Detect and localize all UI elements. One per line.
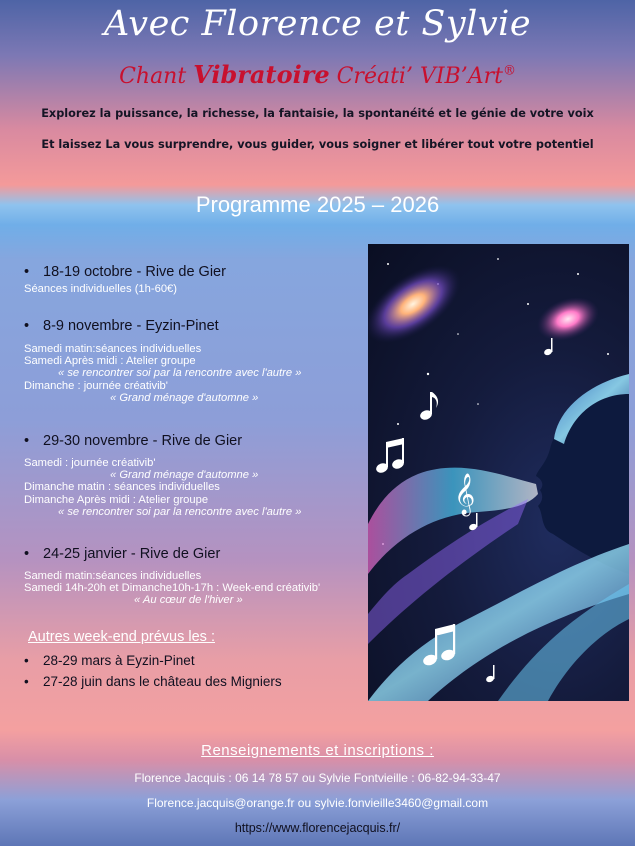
bullet-icon: • <box>24 264 30 280</box>
music-note-icon <box>375 438 405 474</box>
lead-text-1: Explorez la puissance, la richesse, la fantaisie, la spontanéité et le génie de votre voix <box>41 107 594 120</box>
event-detail-line: Dimanche Après midi : Atelier groupe <box>24 493 209 506</box>
event-item <box>24 318 374 404</box>
event-detail-line: Dimanche : journée créativib' <box>24 379 168 392</box>
flyer-title: Avec Florence et Sylvie <box>103 4 532 44</box>
event-heading <box>24 264 374 280</box>
contact-emails[interactable]: Florence.jacquis@orange.fr ou sylvie.fonvieille3460@gmail.com <box>146 796 489 810</box>
event-details <box>24 283 374 295</box>
singing-woman-cosmic-illustration <box>368 244 629 701</box>
svg-text:𝄞: 𝄞 <box>454 474 476 515</box>
event-detail-line: Samedi Après midi : Atelier groupe <box>24 355 196 368</box>
workshop-name-part1: Chant <box>119 64 194 89</box>
workshop-theme: « Grand ménage d'automne » <box>110 391 259 404</box>
website-link[interactable]: https://www.florencejacquis.fr/ <box>234 821 401 835</box>
event-detail-line: Samedi : journée créativib' <box>24 457 156 469</box>
music-note-icon <box>485 665 495 683</box>
music-note-icon <box>419 392 438 421</box>
event-details <box>24 457 374 518</box>
bullet-icon: • <box>24 433 30 449</box>
galaxy-small <box>531 289 605 348</box>
info-title: Renseignements et inscriptions : <box>201 742 434 759</box>
bullet-icon: • <box>24 653 29 668</box>
bullet-icon: • <box>24 318 30 334</box>
other-weekend-item <box>24 674 364 695</box>
other-weekends-title: Autres week-end prévus les : <box>28 629 215 645</box>
event-details <box>24 570 374 607</box>
event-detail-line: Séances individuelles (1h-60€) <box>24 283 177 295</box>
event-detail-line: Samedi matin:séances individuelles <box>24 570 202 582</box>
lead-text-2: Et laissez La vous surprendre, vous guider, vous soigner et libérer tout votre potentiel <box>41 138 594 151</box>
workshop-theme: « se rencontrer soi par la rencontre avec l'autre » <box>58 367 302 380</box>
workshop-theme: « Grand ménage d'automne » <box>110 469 259 482</box>
workshop-name-part2: Créati’ VIB’Art <box>329 64 503 89</box>
galaxy-large <box>368 250 474 359</box>
contact-phones: Florence Jacquis : 06 14 78 57 ou Sylvie Fontvieille : 06-82-94-33-47 <box>134 771 501 785</box>
event-date-place: 24-25 janvier - Rive de Gier <box>43 546 221 562</box>
workshop-name <box>0 60 635 89</box>
event-date-place: 8-9 novembre - Eyzin-Pinet <box>43 318 219 334</box>
workshop-name-highlight: Vibratoire <box>193 60 330 89</box>
other-weekend-text: 27-28 juin dans le château des Migniers <box>43 674 282 689</box>
event-detail-line: Samedi matin:séances individuelles <box>24 343 202 355</box>
illustration-svg <box>368 244 629 701</box>
programme-title: Programme 2025 – 2026 <box>195 192 440 217</box>
event-item <box>24 546 374 607</box>
event-details <box>24 343 374 404</box>
event-heading <box>24 318 374 334</box>
bullet-icon: • <box>24 546 30 562</box>
workshop-theme: « Au cœur de l'hiver » <box>134 594 243 607</box>
event-date-place: 18-19 octobre - Rive de Gier <box>43 264 226 280</box>
other-weekend-text: 28-29 mars à Eyzin-Pinet <box>43 653 195 668</box>
event-item <box>24 433 374 518</box>
registered-mark: ® <box>502 63 516 79</box>
event-date-place: 29-30 novembre - Rive de Gier <box>43 433 243 449</box>
other-weekend-item <box>24 653 364 674</box>
event-heading <box>24 546 374 562</box>
event-detail-line: Samedi 14h-20h et Dimanche10h-17h : Week-end créativib' <box>24 582 321 595</box>
treble-clef-icon <box>454 473 475 516</box>
event-heading <box>24 433 374 449</box>
event-item <box>24 264 374 295</box>
event-detail-line: Dimanche matin : séances individuelles <box>24 481 220 494</box>
music-note-icon <box>543 338 553 356</box>
bullet-icon: • <box>24 674 29 689</box>
other-weekends-list <box>24 653 364 695</box>
workshop-theme: « se rencontrer soi par la rencontre avec l'autre » <box>58 505 302 518</box>
